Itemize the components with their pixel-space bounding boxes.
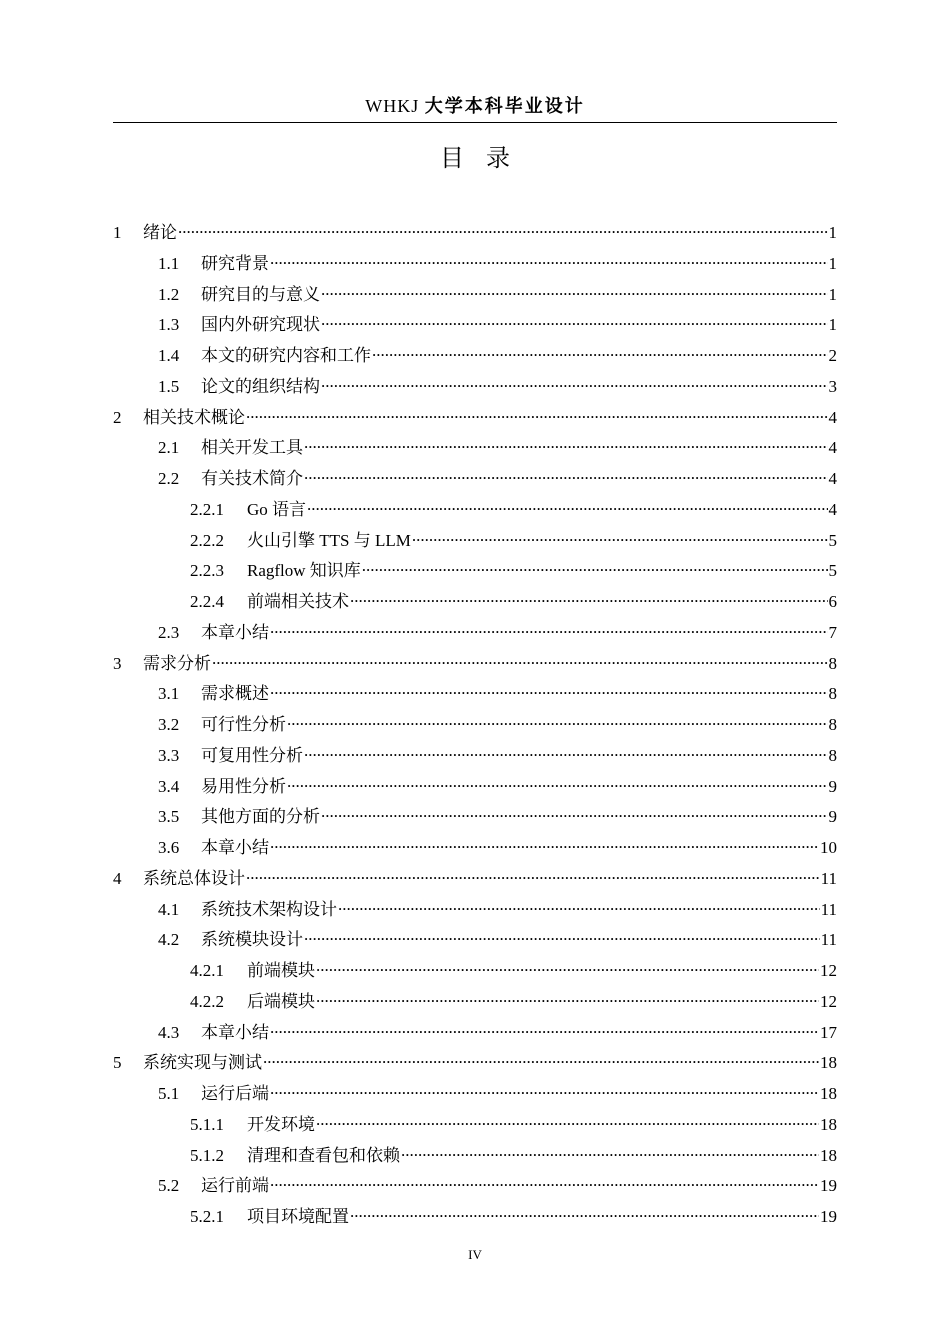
toc-entry[interactable] [113, 1048, 837, 1079]
toc-entry-number: 3.3 [158, 745, 180, 765]
toc-entry-label: 其他方面的分析 [201, 807, 320, 827]
toc-entry-page: 19 [820, 1176, 837, 1196]
header-prefix: WHKJ [365, 96, 420, 116]
toc-entry[interactable] [113, 1110, 837, 1141]
toc-entry-page: 4 [828, 499, 837, 519]
toc-entry[interactable] [113, 987, 837, 1018]
toc-leader-dots [304, 464, 828, 484]
toc-entry-label: 论文的组织结构 [201, 376, 320, 396]
toc-leader-dots [304, 741, 828, 761]
toc-leader-dots [304, 433, 828, 453]
toc-entry-page: 5 [828, 530, 837, 550]
toc-entry-number: 2.2.1 [190, 499, 224, 519]
toc-leader-dots [307, 495, 827, 515]
toc-leader-dots [316, 987, 819, 1007]
toc-entry-number: 1.3 [158, 315, 180, 335]
toc-leader-dots [270, 249, 828, 269]
toc-leader-dots [270, 618, 828, 638]
toc-entry-number: 5.2.1 [190, 1207, 224, 1226]
toc-entry-label: 易用性分析 [201, 776, 286, 796]
toc-entry-label: 开发环境 [247, 1114, 315, 1134]
toc-entry[interactable] [113, 649, 837, 680]
toc-leader-dots [270, 1171, 819, 1191]
toc-entry[interactable] [113, 249, 837, 280]
toc-entry-label: 可复用性分析 [201, 745, 303, 765]
toc-entry-label: 需求分析 [143, 653, 211, 673]
toc-leader-dots [270, 833, 819, 853]
toc-entry-label: 运行前端 [201, 1176, 269, 1196]
toc-leader-dots [362, 556, 828, 576]
toc-entry[interactable] [113, 341, 837, 372]
toc-entry-number: 4.2.1 [190, 961, 224, 980]
toc-entry-label: 前端模块 [247, 961, 315, 980]
toc-leader-dots [316, 1110, 819, 1130]
toc-leader-dots [287, 710, 828, 730]
toc-entry-number: 1.2 [158, 284, 180, 304]
toc-leader-dots [350, 1202, 819, 1222]
toc-entry-page: 5 [828, 561, 837, 581]
header-title: 大学本科毕业设计 [424, 96, 585, 116]
toc-entry-number: 2.2 [158, 469, 180, 488]
toc-entry[interactable] [113, 618, 837, 649]
toc-entry-page: 19 [820, 1207, 837, 1226]
toc-entry-label: 火山引擎 TTS 与 LLM [247, 530, 411, 550]
toc-entry[interactable] [113, 526, 837, 557]
toc-entry-label: 本章小结 [201, 838, 269, 857]
toc-leader-dots [270, 1018, 819, 1038]
toc-entry[interactable] [113, 464, 837, 495]
toc-entry-number: 3.1 [158, 684, 180, 704]
toc-entry-page: 18 [820, 1145, 837, 1165]
toc-entry-page: 10 [820, 838, 837, 857]
toc-entry-page: 4 [828, 438, 837, 458]
toc-entry-number: 5.1.2 [190, 1145, 224, 1165]
toc-entry-number: 2.3 [158, 622, 180, 642]
toc-entry-label: 后端模块 [247, 991, 315, 1011]
toc-entry-label: 本章小结 [201, 622, 269, 642]
toc-entry[interactable] [113, 956, 837, 987]
toc-entry-page: 8 [828, 715, 837, 734]
toc-leader-dots [321, 802, 828, 822]
toc-entry-label: 国内外研究现状 [201, 315, 320, 335]
toc-heading: 目录 [440, 146, 532, 172]
toc-entry[interactable] [113, 495, 837, 526]
toc-entry[interactable] [113, 864, 837, 895]
toc-entry-label: 系统实现与测试 [143, 1053, 262, 1073]
page-number: IV [468, 1247, 482, 1262]
toc-entry-page: 18 [820, 1053, 837, 1073]
toc-entry[interactable] [113, 587, 837, 618]
toc-entry[interactable] [113, 833, 837, 864]
toc-leader-dots [212, 649, 828, 669]
toc-leader-dots [321, 372, 828, 392]
toc-entry-number: 1.5 [158, 376, 180, 396]
toc-entry-label: 可行性分析 [201, 715, 286, 734]
toc-leader-dots [350, 587, 828, 607]
toc-entry[interactable] [113, 310, 837, 341]
toc-leader-dots [316, 956, 819, 976]
toc-entry-page: 11 [820, 899, 837, 919]
toc-entry-page: 4 [828, 407, 837, 427]
toc-entry-label: 需求概述 [201, 684, 269, 704]
toc-entry[interactable] [113, 556, 837, 587]
toc-entry-label: 项目环境配置 [247, 1207, 349, 1226]
toc-entry-label: 运行后端 [201, 1084, 269, 1103]
toc-entry[interactable] [113, 1202, 837, 1233]
toc-entry-label: 本章小结 [201, 1022, 269, 1042]
toc-entry-label: 系统技术架构设计 [201, 899, 337, 919]
toc-leader-dots [321, 280, 828, 300]
toc-leader-dots [401, 1141, 819, 1161]
toc-leader-dots [372, 341, 828, 361]
toc-entry[interactable] [113, 679, 837, 710]
toc-entry-label: 相关开发工具 [201, 438, 303, 458]
toc-leader-dots [321, 310, 828, 330]
toc-entry-number: 3.5 [158, 807, 180, 827]
toc-entry-number: 4 [113, 868, 122, 888]
toc-entry-number: 4.1 [158, 899, 180, 919]
toc-entry-page: 7 [828, 622, 837, 642]
toc-entry-page: 12 [820, 991, 837, 1011]
table-of-contents [113, 218, 837, 1233]
toc-entry-page: 2 [828, 346, 837, 365]
toc-leader-dots [338, 895, 820, 915]
toc-entry-number: 3.6 [158, 838, 180, 857]
toc-entry-number: 2.2.2 [190, 530, 224, 550]
toc-entry-label: 系统总体设计 [143, 868, 245, 888]
toc-entry-number: 5.2 [158, 1176, 180, 1196]
toc-entry[interactable] [113, 895, 837, 926]
toc-entry[interactable] [113, 1018, 837, 1049]
toc-entry[interactable] [113, 1079, 837, 1110]
toc-entry-label: Ragflow 知识库 [247, 561, 361, 581]
toc-entry-number: 4.2 [158, 930, 180, 950]
toc-entry[interactable] [113, 925, 837, 956]
toc-entry[interactable] [113, 433, 837, 464]
toc-entry-page: 11 [820, 930, 837, 950]
toc-entry-number: 1.4 [158, 346, 180, 365]
toc-entry-page: 6 [828, 592, 837, 611]
toc-leader-dots [178, 218, 828, 238]
toc-entry-page: 4 [828, 469, 837, 488]
toc-entry-label: 本文的研究内容和工作 [201, 346, 371, 365]
toc-entry-label: 有关技术简介 [201, 469, 303, 488]
toc-entry-page: 8 [828, 653, 837, 673]
toc-entry-number: 5.1.1 [190, 1114, 224, 1134]
toc-entry[interactable] [113, 710, 837, 741]
toc-entry-label: 前端相关技术 [247, 592, 349, 611]
toc-entry-page: 9 [828, 776, 837, 796]
toc-entry-number: 2 [113, 407, 122, 427]
toc-entry-page: 8 [828, 745, 837, 765]
toc-entry[interactable] [113, 280, 837, 311]
toc-entry-page: 3 [828, 376, 837, 396]
toc-leader-dots [412, 526, 828, 546]
toc-entry-number: 3.2 [158, 715, 180, 734]
toc-entry-page: 1 [828, 315, 837, 335]
toc-entry-number: 5.1 [158, 1084, 180, 1103]
toc-entry-page: 11 [820, 868, 837, 888]
toc-entry-number: 4.3 [158, 1022, 180, 1042]
toc-leader-dots [270, 679, 828, 699]
toc-entry-label: 清理和查看包和依赖 [247, 1145, 400, 1165]
toc-entry-page: 18 [820, 1084, 837, 1103]
toc-entry-number: 3.4 [158, 776, 180, 796]
toc-entry-label: 研究目的与意义 [201, 284, 320, 304]
toc-entry-number: 2.2.3 [190, 561, 224, 581]
toc-entry-page: 12 [820, 961, 837, 980]
toc-entry[interactable] [113, 218, 837, 249]
toc-leader-dots [246, 403, 828, 423]
toc-entry-number: 5 [113, 1053, 122, 1073]
toc-entry[interactable] [113, 372, 837, 403]
toc-entry-page: 1 [828, 223, 837, 242]
toc-entry-label: 绪论 [143, 223, 177, 242]
toc-leader-dots [304, 925, 820, 945]
toc-leader-dots [263, 1048, 819, 1068]
toc-leader-dots [287, 772, 828, 792]
toc-entry-page: 1 [828, 284, 837, 304]
toc-entry-page: 8 [828, 684, 837, 704]
toc-entry[interactable] [113, 772, 837, 803]
toc-entry[interactable] [113, 1171, 837, 1202]
toc-entry-number: 2.2.4 [190, 592, 224, 611]
toc-entry-number: 3 [113, 653, 122, 673]
toc-leader-dots [270, 1079, 819, 1099]
toc-entry-label: Go 语言 [247, 499, 307, 519]
toc-entry-number: 1 [113, 223, 122, 242]
toc-entry-page: 17 [820, 1022, 837, 1042]
toc-entry[interactable] [113, 403, 837, 434]
toc-entry-page: 1 [828, 253, 837, 273]
toc-entry-number: 1.1 [158, 253, 180, 273]
toc-entry-page: 18 [820, 1114, 837, 1134]
toc-entry-number: 2.1 [158, 438, 180, 458]
page-header [113, 92, 837, 123]
toc-leader-dots [246, 864, 820, 884]
toc-entry-page: 9 [828, 807, 837, 827]
toc-entry-label: 相关技术概论 [143, 407, 245, 427]
toc-entry[interactable] [113, 1141, 837, 1172]
toc-entry[interactable] [113, 802, 837, 833]
toc-entry-label: 研究背景 [201, 253, 269, 273]
toc-entry-number: 4.2.2 [190, 991, 224, 1011]
toc-entry[interactable] [113, 741, 837, 772]
toc-entry-label: 系统模块设计 [201, 930, 303, 950]
